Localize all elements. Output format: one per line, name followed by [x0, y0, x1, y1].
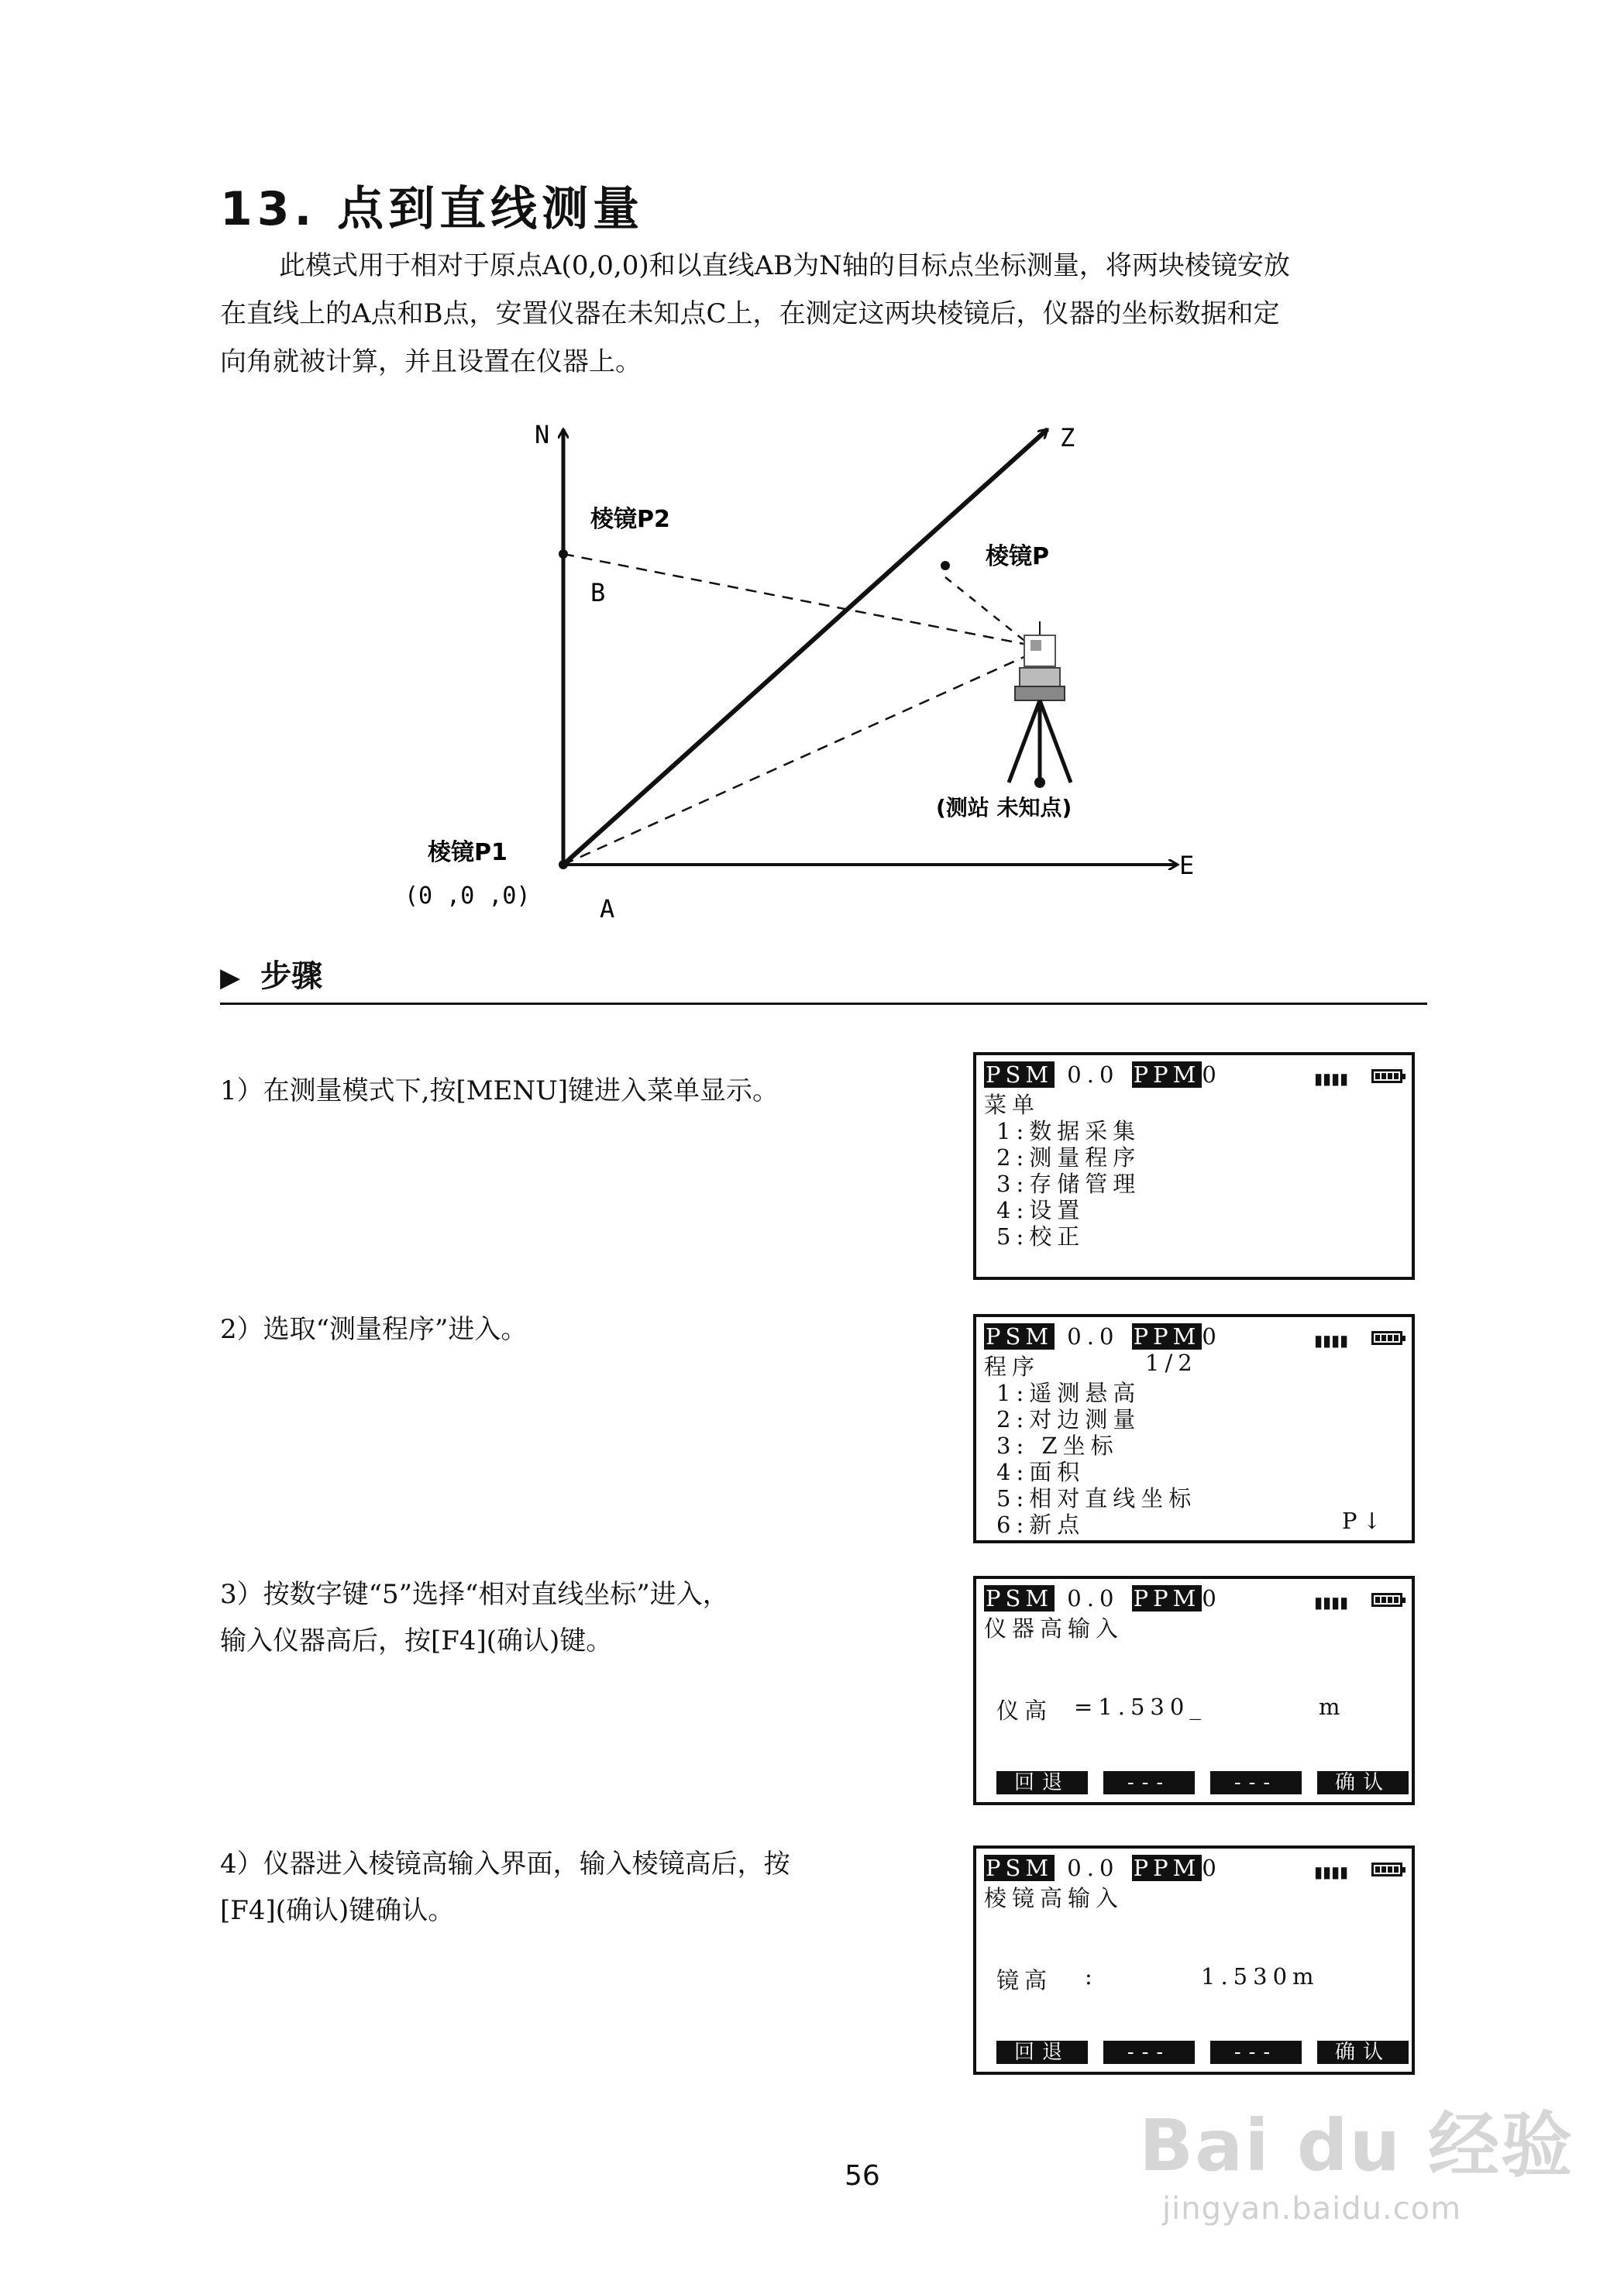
f2-key[interactable]: ---	[1103, 2041, 1195, 2064]
label-prism-p2: 棱镜P2	[590, 506, 670, 533]
prism-height-label: 镜高	[996, 1967, 1053, 1993]
lcd-title: 仪器高输入	[984, 1615, 1124, 1642]
steps-title: 步骤	[260, 958, 323, 994]
f1-back-key[interactable]: 回退	[996, 2041, 1088, 2064]
menu-item: 5:校正	[996, 1223, 1086, 1250]
program-item: 2:对边测量	[996, 1406, 1141, 1433]
f3-key[interactable]: ---	[1210, 1771, 1302, 1794]
lcd-prism-height-screen	[973, 1845, 1415, 2075]
battery-icon	[1371, 1069, 1402, 1083]
ppm-label: PPM	[1133, 1061, 1201, 1088]
ppm-label: PPM	[1133, 1323, 1201, 1350]
f3-key[interactable]: ---	[1210, 2041, 1302, 2064]
psm-label: PSM	[986, 1585, 1054, 1612]
step-text: 1）在测量模式下,按[MENU]键进入菜单显示。	[220, 1075, 779, 1106]
step-1	[220, 1068, 917, 1114]
point-b-dot	[559, 549, 568, 559]
lcd-program-screen	[973, 1314, 1415, 1543]
psm-value: 0.0	[1067, 1585, 1120, 1612]
label-b: B	[590, 578, 606, 607]
instrument-height-label: 仪高	[996, 1698, 1053, 1724]
label-z: Z	[1060, 423, 1075, 452]
step-3	[220, 1571, 917, 1664]
step-text: [F4](确认)键确认。	[220, 1895, 455, 1926]
step-text: 3）按数字键“5”选择“相对直线坐标”进入，	[220, 1579, 729, 1610]
battery-icon	[1371, 1331, 1402, 1345]
steps-header	[220, 951, 322, 996]
instrument-height-unit: m	[1319, 1694, 1346, 1720]
program-item: 6:新点	[996, 1512, 1086, 1538]
ppm-value: 0	[1202, 1585, 1222, 1612]
baidu-watermark-logo: Bai du 经验	[1139, 2104, 1574, 2187]
f4-confirm-key[interactable]: 确认	[1317, 2041, 1409, 2064]
label-origin-coords: (0 ,0 ,0)	[404, 882, 531, 910]
psm-label: PSM	[986, 1061, 1054, 1088]
label-station: (测站 未知点)	[936, 795, 1072, 820]
step-text: 2）选取“测量程序”进入。	[220, 1314, 528, 1345]
signal-icon: ▮▮▮▮	[1313, 1069, 1348, 1088]
baidu-watermark-url: jingyan.baidu.com	[1162, 2191, 1462, 2227]
step-text: 4）仪器进入棱镜高输入界面，输入棱镜高后，按	[220, 1849, 790, 1880]
label-e: E	[1179, 851, 1195, 880]
triangle-marker-icon: ▶	[220, 962, 241, 993]
function-key-row	[996, 1771, 1409, 1794]
ppm-value: 0	[1202, 1323, 1222, 1350]
lcd-status-row	[984, 1855, 1222, 1881]
program-item: 3: Z坐标	[996, 1433, 1119, 1459]
prism-height-separator: :	[1085, 1963, 1098, 1990]
label-a: A	[600, 894, 615, 924]
page-down-indicator: P↓	[1342, 1508, 1387, 1534]
instrument-height-value: =1.530_	[1074, 1694, 1206, 1720]
battery-icon	[1371, 1593, 1402, 1607]
ppm-label: PPM	[1133, 1855, 1201, 1881]
lcd-title: 棱镜高输入	[984, 1885, 1124, 1911]
ppm-label: PPM	[1133, 1585, 1201, 1612]
menu-item: 3:存储管理	[996, 1171, 1141, 1197]
menu-item: 2:测量程序	[996, 1144, 1141, 1171]
signal-icon: ▮▮▮▮	[1313, 1593, 1348, 1612]
psm-value: 0.0	[1067, 1323, 1120, 1350]
measurement-diagram	[372, 403, 1271, 945]
label-prism-p1: 棱镜P1	[428, 839, 508, 866]
battery-icon	[1371, 1863, 1402, 1876]
step-4	[220, 1841, 917, 1934]
menu-item: 4:设置	[996, 1197, 1086, 1223]
lcd-menu-screen	[973, 1052, 1415, 1280]
psm-value: 0.0	[1067, 1061, 1120, 1088]
signal-icon: ▮▮▮▮	[1313, 1863, 1348, 1881]
step-2	[220, 1306, 917, 1353]
function-key-row	[996, 2041, 1409, 2064]
ppm-value: 0	[1202, 1855, 1222, 1881]
psm-label: PSM	[986, 1323, 1054, 1350]
lcd-status-row	[984, 1061, 1222, 1088]
ppm-value: 0	[1202, 1061, 1222, 1088]
program-item: 4:面积	[996, 1459, 1086, 1485]
lcd-status-row	[984, 1323, 1222, 1350]
prism-height-value: 1.530m	[1201, 1963, 1320, 1990]
intro-paragraph	[220, 242, 1429, 386]
lcd-instrument-height-screen	[973, 1576, 1415, 1805]
f4-confirm-key[interactable]: 确认	[1317, 1771, 1409, 1794]
program-item: 1:遥测悬高	[996, 1380, 1141, 1406]
sight-line-b	[563, 554, 1027, 645]
step-text: 输入仪器高后，按[F4](确认)键。	[220, 1625, 613, 1656]
steps-divider	[220, 1003, 1427, 1005]
program-item: 5:相对直线坐标	[996, 1485, 1197, 1512]
point-a-dot	[559, 860, 568, 869]
signal-icon: ▮▮▮▮	[1313, 1331, 1348, 1350]
prism-p-dot	[941, 561, 950, 570]
label-prism-p: 棱镜P	[986, 543, 1049, 570]
intro-line: 此模式用于相对于原点A(0,0,0)和以直线AB为N轴的目标点坐标测量，将两块棱镜安放	[279, 250, 1290, 281]
label-n: N	[535, 420, 550, 449]
f1-back-key[interactable]: 回退	[996, 1771, 1088, 1794]
lcd-status-row	[984, 1585, 1222, 1612]
psm-value: 0.0	[1067, 1855, 1120, 1881]
intro-line: 在直线上的A点和B点，安置仪器在未知点C上，在测定这两块棱镜后，仪器的坐标数据和定	[220, 298, 1280, 329]
section-heading: 13. 点到直线测量	[220, 182, 645, 236]
menu-item: 1:数据采集	[996, 1118, 1141, 1144]
psm-label: PSM	[986, 1855, 1054, 1881]
lcd-title: 程序	[984, 1354, 1041, 1380]
sight-line-a	[563, 655, 1027, 865]
f2-key[interactable]: ---	[1103, 1771, 1195, 1794]
lcd-page-counter: 1/2	[1145, 1350, 1198, 1376]
page-number: 56	[845, 2160, 880, 2192]
total-station-icon	[1009, 621, 1071, 788]
intro-line: 向角就被计算，并且设置在仪器上。	[220, 346, 642, 377]
lcd-title: 菜单	[984, 1092, 1041, 1118]
sight-line-p	[945, 577, 1027, 643]
